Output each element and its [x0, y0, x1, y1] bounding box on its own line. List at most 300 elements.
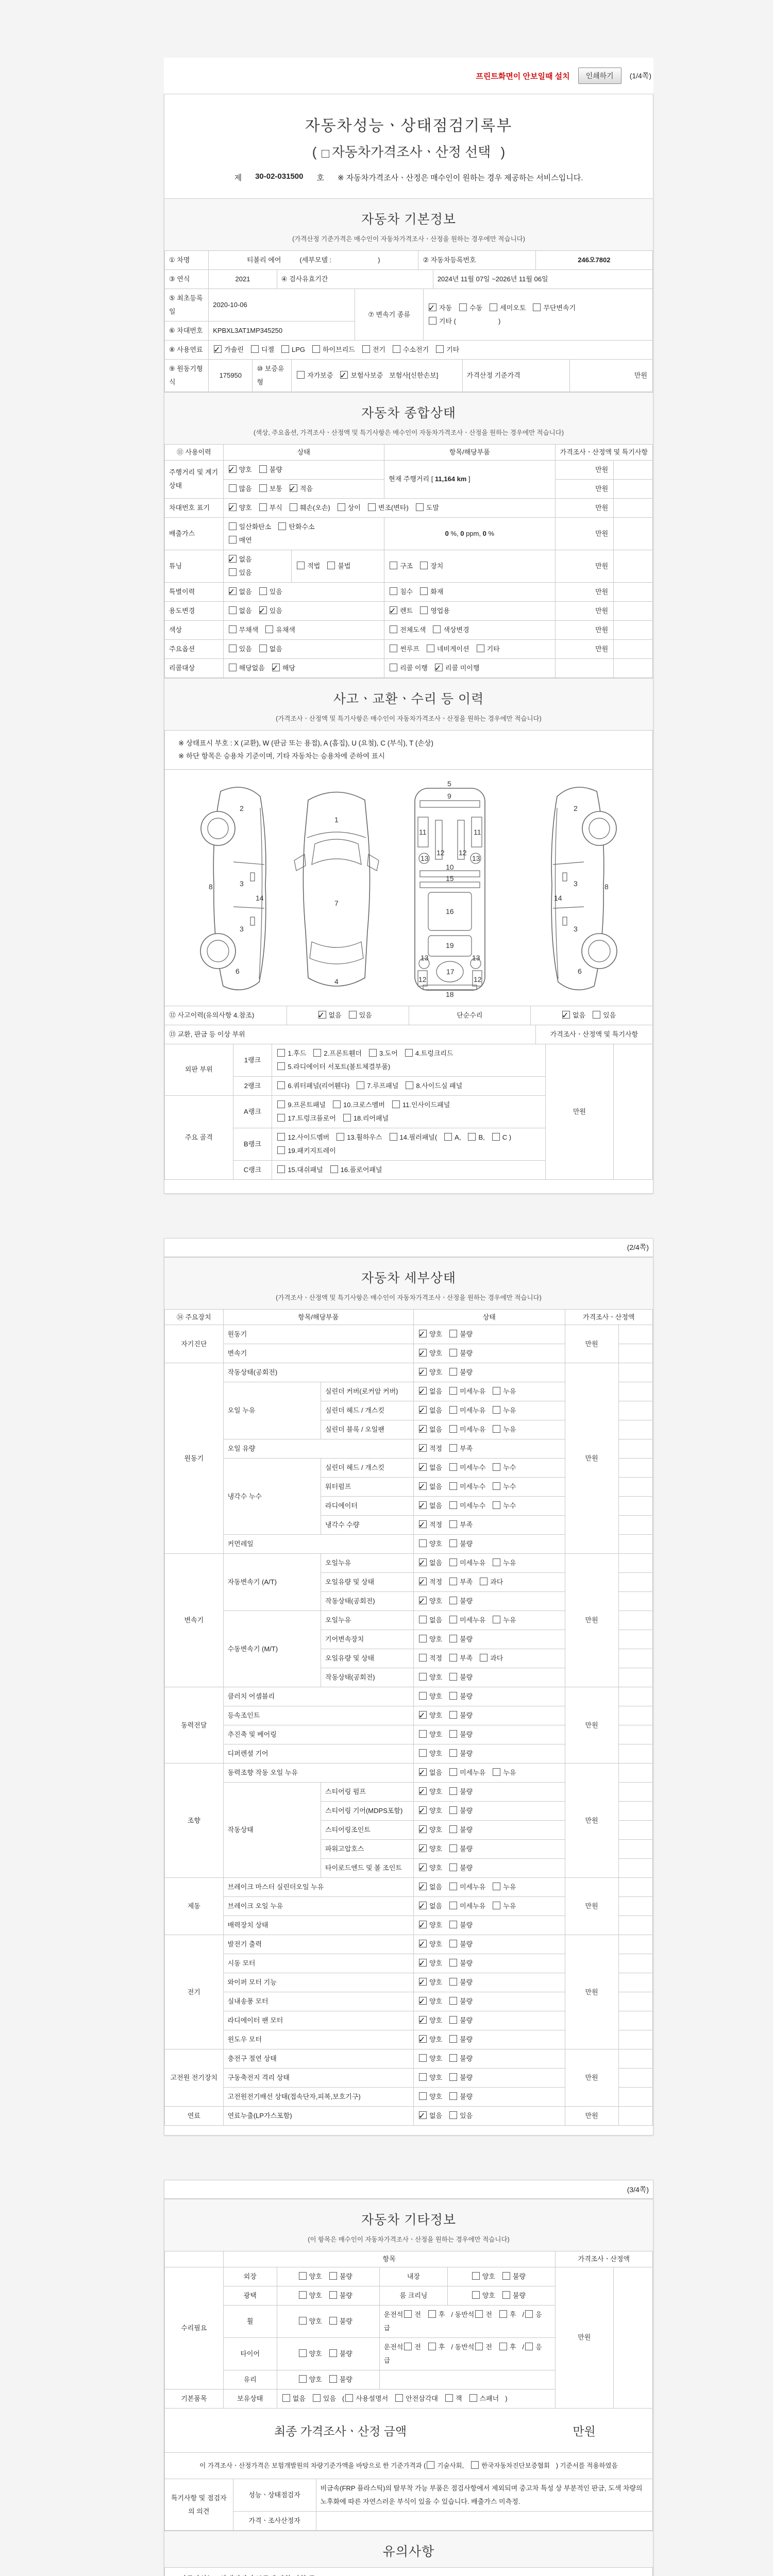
- checkbox[interactable]: [420, 587, 428, 595]
- checkbox[interactable]: [419, 1692, 427, 1700]
- option-label: 불량: [460, 1330, 473, 1338]
- checkbox[interactable]: [449, 1730, 457, 1738]
- table-cell: [413, 1420, 565, 1439]
- text: C랭크: [243, 1165, 262, 1174]
- checkbox[interactable]: [419, 1349, 427, 1357]
- checkbox[interactable]: [368, 503, 376, 511]
- option-label: 없음: [328, 1011, 342, 1019]
- option-label: 누유: [503, 1883, 516, 1891]
- checkbox[interactable]: [449, 1978, 457, 1986]
- checkbox[interactable]: [297, 371, 305, 379]
- checkbox[interactable]: [281, 345, 289, 353]
- checkbox[interactable]: [449, 1692, 457, 1700]
- table-cell: [165, 321, 209, 341]
- checkbox[interactable]: [329, 2291, 337, 2299]
- table-cell: [165, 341, 209, 360]
- table-cell: [233, 1160, 272, 1179]
- checkbox[interactable]: [419, 1844, 427, 1852]
- checkbox[interactable]: [420, 562, 428, 569]
- checkbox[interactable]: [419, 1501, 427, 1509]
- checkbox[interactable]: [299, 2317, 307, 2325]
- text: 실린더 헤드 / 개스킷: [325, 1406, 384, 1415]
- checkbox[interactable]: [419, 1959, 427, 1967]
- checkbox[interactable]: [419, 1730, 427, 1738]
- checkbox[interactable]: [449, 1425, 457, 1433]
- option-label: B,: [478, 1133, 485, 1141]
- checkbox[interactable]: [259, 484, 267, 492]
- svg-text:5: 5: [447, 779, 451, 788]
- checkbox[interactable]: [277, 1049, 285, 1057]
- checkbox[interactable]: [251, 345, 259, 353]
- table-cell: [618, 1992, 652, 2011]
- checkbox[interactable]: [229, 536, 237, 544]
- checkbox[interactable]: [419, 1863, 427, 1871]
- table-cell: [384, 445, 555, 461]
- side-view-left: [200, 787, 266, 990]
- accident-band: [164, 678, 653, 731]
- checkbox[interactable]: [427, 2461, 434, 2469]
- checkbox[interactable]: [449, 1444, 457, 1452]
- doc-no-suffix: 호: [316, 174, 324, 182]
- option-label: 9.프론트패널: [288, 1100, 326, 1109]
- checkbox[interactable]: [449, 1863, 457, 1871]
- table-cell: [413, 1725, 565, 1744]
- checkbox[interactable]: [290, 503, 297, 511]
- text: ④ 검사유효기간: [281, 275, 328, 283]
- checkbox[interactable]: [349, 1011, 357, 1019]
- checkbox[interactable]: [490, 303, 497, 311]
- checkbox[interactable]: [390, 606, 397, 614]
- checkbox[interactable]: [493, 1616, 500, 1623]
- checkbox[interactable]: [435, 664, 443, 671]
- checkbox[interactable]: [419, 1654, 427, 1662]
- table-cell: [233, 2479, 316, 2512]
- checkbox[interactable]: [340, 371, 348, 379]
- checkbox[interactable]: [493, 1768, 500, 1776]
- checkbox[interactable]: [419, 1768, 427, 1776]
- checkbox[interactable]: [449, 2092, 457, 2100]
- checkbox[interactable]: [329, 2317, 337, 2325]
- checkbox[interactable]: [299, 2349, 307, 2357]
- checkbox[interactable]: [329, 2349, 337, 2357]
- checkbox[interactable]: [449, 1997, 457, 2005]
- checkbox[interactable]: [449, 1844, 457, 1852]
- checkbox[interactable]: [419, 1330, 427, 1337]
- checkbox[interactable]: [419, 2016, 427, 2024]
- checkbox[interactable]: [433, 625, 441, 633]
- checkbox[interactable]: [449, 1902, 457, 1909]
- table-cell: [614, 658, 653, 677]
- checkbox[interactable]: [277, 1081, 285, 1089]
- checkbox[interactable]: [390, 645, 397, 652]
- checkbox[interactable]: [229, 503, 237, 511]
- accident-history-row: [164, 1006, 653, 1025]
- checkbox[interactable]: [449, 2073, 457, 2081]
- checkbox[interactable]: [419, 1806, 427, 1814]
- checkbox[interactable]: [419, 1749, 427, 1757]
- text: 동력전달: [181, 1721, 207, 1729]
- checkbox[interactable]: [493, 1387, 500, 1395]
- checkbox[interactable]: [259, 587, 267, 595]
- checkbox[interactable]: [444, 1133, 452, 1141]
- checkbox[interactable]: [313, 2394, 321, 2402]
- checkbox[interactable]: [449, 1616, 457, 1623]
- checkbox[interactable]: [393, 345, 400, 353]
- table-cell: [384, 658, 555, 677]
- table-cell: [618, 1573, 652, 1592]
- checkbox[interactable]: [502, 2291, 510, 2299]
- checkbox[interactable]: [499, 2310, 507, 2318]
- text: 실린더 커버(로커암 커버): [325, 1387, 398, 1396]
- text: 자기진단: [181, 1340, 207, 1348]
- checkbox[interactable]: [229, 555, 237, 563]
- checkbox[interactable]: [419, 2111, 427, 2119]
- option-label: 불량: [339, 2375, 352, 2383]
- detail-title: 자동차 세부상태: [361, 1270, 456, 1285]
- option-label: 미세누수: [460, 1483, 486, 1491]
- checkbox[interactable]: [329, 2272, 337, 2280]
- checkbox[interactable]: [449, 1635, 457, 1642]
- text: 가격산정 기준가격: [466, 371, 520, 379]
- checkbox[interactable]: [419, 1482, 427, 1490]
- checkbox[interactable]: [229, 625, 237, 633]
- checkbox[interactable]: [436, 345, 444, 353]
- checkbox[interactable]: [493, 1482, 500, 1490]
- checkbox[interactable]: [405, 1049, 413, 1057]
- print-button[interactable]: 인쇄하기: [578, 67, 621, 84]
- checkbox[interactable]: [229, 664, 237, 671]
- option-label: 미세누유: [460, 1426, 486, 1434]
- checkbox[interactable]: [299, 2375, 307, 2383]
- checkbox[interactable]: [419, 2054, 427, 2062]
- checkbox[interactable]: [390, 625, 397, 633]
- checkbox[interactable]: [449, 1406, 457, 1414]
- checkbox[interactable]: [445, 2394, 453, 2402]
- table-cell: [555, 658, 614, 677]
- checkbox[interactable]: [449, 1463, 457, 1471]
- checkbox[interactable]: [449, 1387, 457, 1395]
- checkbox[interactable]: [278, 522, 286, 530]
- checkbox[interactable]: [229, 484, 237, 492]
- checkbox[interactable]: [419, 1463, 427, 1471]
- checkbox[interactable]: [449, 1539, 457, 1547]
- option-label: 없음: [429, 1616, 443, 1624]
- checkbox[interactable]: [533, 303, 541, 311]
- checkbox[interactable]: [493, 1501, 500, 1509]
- checkbox[interactable]: [416, 503, 424, 511]
- checkbox[interactable]: [420, 606, 428, 614]
- table-cell: [618, 2049, 652, 2069]
- checkbox[interactable]: [419, 1558, 427, 1566]
- option-label: 양호: [482, 2291, 495, 2299]
- option-label: 불량: [339, 2317, 352, 2325]
- checkbox[interactable]: [480, 1654, 488, 1662]
- checkbox[interactable]: [449, 1940, 457, 1947]
- checkbox[interactable]: [449, 1883, 457, 1890]
- option-label: 7.루프패널: [367, 1081, 399, 1090]
- checkbox[interactable]: [429, 317, 436, 325]
- option-label: 없음: [429, 1387, 443, 1396]
- checkbox[interactable]: [419, 1616, 427, 1623]
- checkbox[interactable]: [419, 1539, 427, 1547]
- checkbox[interactable]: [449, 1654, 457, 1662]
- option-label: 잭: [455, 2394, 462, 2402]
- checkbox[interactable]: [229, 606, 237, 614]
- checkbox[interactable]: [313, 1049, 321, 1057]
- checkbox[interactable]: [468, 1133, 476, 1141]
- checkbox[interactable]: [472, 2272, 480, 2280]
- checkbox[interactable]: [406, 1081, 413, 1089]
- side-view-right: [551, 787, 617, 990]
- checkbox[interactable]: [419, 1787, 427, 1795]
- checkbox[interactable]: [395, 2394, 403, 2402]
- svg-text:8: 8: [604, 882, 609, 891]
- checkbox[interactable]: [322, 150, 329, 158]
- checkbox[interactable]: [419, 1444, 427, 1452]
- checkbox[interactable]: [449, 1749, 457, 1757]
- table-cell: [618, 1630, 652, 1649]
- checkbox[interactable]: [419, 1711, 427, 1719]
- checkbox[interactable]: [449, 1711, 457, 1719]
- checkbox[interactable]: [330, 1165, 338, 1173]
- checkbox[interactable]: [419, 1978, 427, 1986]
- checkbox[interactable]: [277, 1146, 285, 1154]
- checkbox[interactable]: [419, 1406, 427, 1414]
- text: 용도변경: [169, 606, 195, 615]
- text: 라디에이터: [325, 1502, 358, 1510]
- table-cell: [165, 1687, 224, 1764]
- option-label: 불량: [460, 1997, 473, 2006]
- checkbox[interactable]: [499, 2343, 507, 2350]
- checkbox[interactable]: [297, 562, 305, 569]
- checkbox[interactable]: [419, 1387, 427, 1395]
- checkbox[interactable]: [471, 2461, 479, 2469]
- option-label: 자가보증: [307, 371, 333, 379]
- checkbox[interactable]: [357, 1081, 364, 1089]
- checkbox[interactable]: [593, 1011, 600, 1019]
- checkbox[interactable]: [449, 2111, 457, 2119]
- table-cell: [223, 2370, 277, 2389]
- checkbox[interactable]: [449, 1787, 457, 1795]
- text: 만원: [585, 1721, 598, 1729]
- checkbox[interactable]: [229, 465, 237, 473]
- checkbox[interactable]: [469, 2394, 477, 2402]
- checkbox[interactable]: [419, 1578, 427, 1585]
- checkbox[interactable]: [419, 2073, 427, 2081]
- table-cell: [223, 2337, 277, 2370]
- text: 주요옵션: [169, 645, 195, 653]
- text: 실린더 블록 / 오일팬: [325, 1426, 384, 1434]
- checkbox[interactable]: [459, 303, 467, 311]
- checkbox[interactable]: [419, 2092, 427, 2100]
- other-note: (이 항목은 매수인이 자동차가격조사ㆍ산정을 원하는 경우에만 적습니다): [308, 2236, 510, 2244]
- table-cell: [165, 498, 224, 517]
- checkbox[interactable]: [229, 522, 237, 530]
- table-cell: [209, 270, 277, 289]
- checkbox[interactable]: [428, 2310, 436, 2318]
- checkbox[interactable]: [419, 1940, 427, 1947]
- checkbox[interactable]: [404, 2310, 412, 2318]
- checkbox[interactable]: [282, 2394, 290, 2402]
- checkbox[interactable]: [337, 1133, 344, 1141]
- checkbox[interactable]: [472, 2291, 480, 2299]
- checkbox[interactable]: [419, 1368, 427, 1376]
- checkbox[interactable]: [449, 1482, 457, 1490]
- option-label: 있음: [460, 2112, 473, 2120]
- checkbox[interactable]: [493, 1883, 500, 1890]
- checkbox[interactable]: [449, 2054, 457, 2062]
- checkbox[interactable]: [214, 345, 222, 353]
- checkbox[interactable]: [449, 1501, 457, 1509]
- checkbox[interactable]: [428, 2343, 436, 2350]
- checkbox[interactable]: [419, 1997, 427, 2005]
- checkbox[interactable]: [449, 1825, 457, 1833]
- checkbox[interactable]: [390, 1133, 397, 1141]
- checkbox[interactable]: [525, 2310, 533, 2318]
- checkbox[interactable]: [429, 303, 436, 311]
- table-cell: [409, 1006, 531, 1025]
- option-label: 적음: [299, 484, 313, 493]
- text: 동력조향 작동 오일 누유: [227, 1769, 298, 1777]
- checkbox[interactable]: [338, 503, 345, 511]
- overall-mileage: [164, 460, 653, 499]
- checkbox[interactable]: [345, 2394, 353, 2402]
- table-cell: [223, 2107, 413, 2126]
- checkbox[interactable]: [229, 568, 237, 576]
- bold-text: 246오7802: [578, 256, 611, 264]
- checkbox[interactable]: [277, 1114, 285, 1122]
- checkbox[interactable]: [419, 1883, 427, 1890]
- checkbox[interactable]: [390, 562, 397, 569]
- checkbox[interactable]: [265, 625, 273, 633]
- checkbox[interactable]: [419, 2035, 427, 2043]
- checkbox[interactable]: [259, 503, 267, 511]
- checkbox[interactable]: [449, 1558, 457, 1566]
- table-cell: [233, 1076, 272, 1095]
- checkbox[interactable]: [362, 345, 370, 353]
- table-cell: [618, 1840, 652, 1859]
- checkbox[interactable]: [392, 1100, 400, 1108]
- checkbox[interactable]: [502, 2272, 510, 2280]
- table-cell: [413, 2011, 565, 2030]
- checkbox[interactable]: [419, 1635, 427, 1642]
- checkbox[interactable]: [449, 2016, 457, 2024]
- checkbox[interactable]: [449, 1806, 457, 1814]
- checkbox[interactable]: [419, 1520, 427, 1528]
- checkbox[interactable]: [449, 1520, 457, 1528]
- checkbox[interactable]: [229, 645, 237, 652]
- checkbox[interactable]: [449, 2035, 457, 2043]
- checkbox[interactable]: [318, 1011, 326, 1019]
- checkbox[interactable]: [327, 562, 335, 569]
- checkbox[interactable]: [449, 1673, 457, 1681]
- checkbox[interactable]: [277, 1133, 285, 1141]
- option-label: 미세누유: [460, 1387, 486, 1396]
- checkbox[interactable]: [299, 2272, 307, 2280]
- checkbox[interactable]: [299, 2291, 307, 2299]
- checkbox[interactable]: [272, 664, 280, 671]
- checkbox[interactable]: [493, 1902, 500, 1909]
- checkbox[interactable]: [525, 2343, 533, 2350]
- checkbox[interactable]: [419, 1597, 427, 1604]
- text: / 동반석: [451, 2343, 475, 2351]
- checkbox[interactable]: [475, 2343, 483, 2350]
- option-label: 기술사회,: [437, 2462, 464, 2469]
- checkbox[interactable]: [369, 1049, 377, 1057]
- checkbox[interactable]: [390, 587, 397, 595]
- table-cell: [321, 1554, 414, 1573]
- checkbox[interactable]: [449, 1349, 457, 1357]
- table-cell: [165, 2389, 224, 2408]
- option-label: 16.플로어패널: [340, 1165, 382, 1174]
- option-label: 응급: [383, 2310, 542, 2332]
- checkbox[interactable]: [493, 1558, 500, 1566]
- checkbox[interactable]: [419, 1425, 427, 1433]
- checkbox[interactable]: [419, 1921, 427, 1928]
- checkbox[interactable]: [419, 1825, 427, 1833]
- checkbox[interactable]: [277, 1165, 285, 1173]
- checkbox[interactable]: [329, 2375, 337, 2383]
- checkbox[interactable]: [229, 587, 237, 595]
- checkbox[interactable]: [449, 1330, 457, 1337]
- option-label: 양호: [429, 2036, 443, 2044]
- text: 티볼리 에어: [247, 256, 281, 264]
- checkbox[interactable]: [449, 1768, 457, 1776]
- checkbox[interactable]: [277, 1100, 285, 1108]
- checkbox[interactable]: [312, 345, 320, 353]
- exchange-row: [164, 1025, 653, 1044]
- table-cell: [223, 1973, 413, 1992]
- checkbox[interactable]: [333, 1100, 341, 1108]
- option-label: 불량: [460, 1673, 473, 1682]
- checkbox[interactable]: [449, 1368, 457, 1376]
- checkbox[interactable]: [277, 1062, 285, 1070]
- table-cell: [413, 2030, 565, 2049]
- checkbox[interactable]: [493, 1463, 500, 1471]
- checkbox[interactable]: [290, 484, 297, 492]
- checkbox[interactable]: [343, 1114, 351, 1122]
- checkbox[interactable]: [493, 1406, 500, 1414]
- checkbox[interactable]: [475, 2310, 483, 2318]
- checkbox[interactable]: [419, 1673, 427, 1681]
- checkbox[interactable]: [259, 465, 267, 473]
- checkbox[interactable]: [562, 1011, 570, 1019]
- checkbox[interactable]: [449, 1921, 457, 1928]
- checkbox[interactable]: [259, 606, 267, 614]
- text: (: [312, 144, 321, 160]
- option-label: 양호: [429, 1807, 443, 1815]
- checkbox[interactable]: [259, 645, 267, 652]
- text: 고전원 전기장치: [170, 2074, 218, 2082]
- checkbox[interactable]: [493, 1425, 500, 1433]
- checkbox[interactable]: [419, 1902, 427, 1909]
- option-label: 미세누유: [460, 1559, 486, 1567]
- checkbox[interactable]: [449, 1578, 457, 1585]
- checkbox[interactable]: [477, 645, 484, 652]
- text: 특별이력: [169, 587, 195, 596]
- checkbox[interactable]: [492, 1133, 500, 1141]
- checkbox[interactable]: [390, 664, 397, 671]
- top-view: [294, 792, 379, 986]
- checkbox[interactable]: [404, 2343, 412, 2350]
- table-cell: [614, 1044, 653, 1179]
- table-cell: [223, 1325, 413, 1344]
- checkbox[interactable]: [480, 1578, 488, 1585]
- checkbox[interactable]: [427, 645, 434, 652]
- checkbox[interactable]: [449, 1597, 457, 1604]
- option-label: 있음: [323, 2394, 337, 2402]
- checkbox[interactable]: [449, 1959, 457, 1967]
